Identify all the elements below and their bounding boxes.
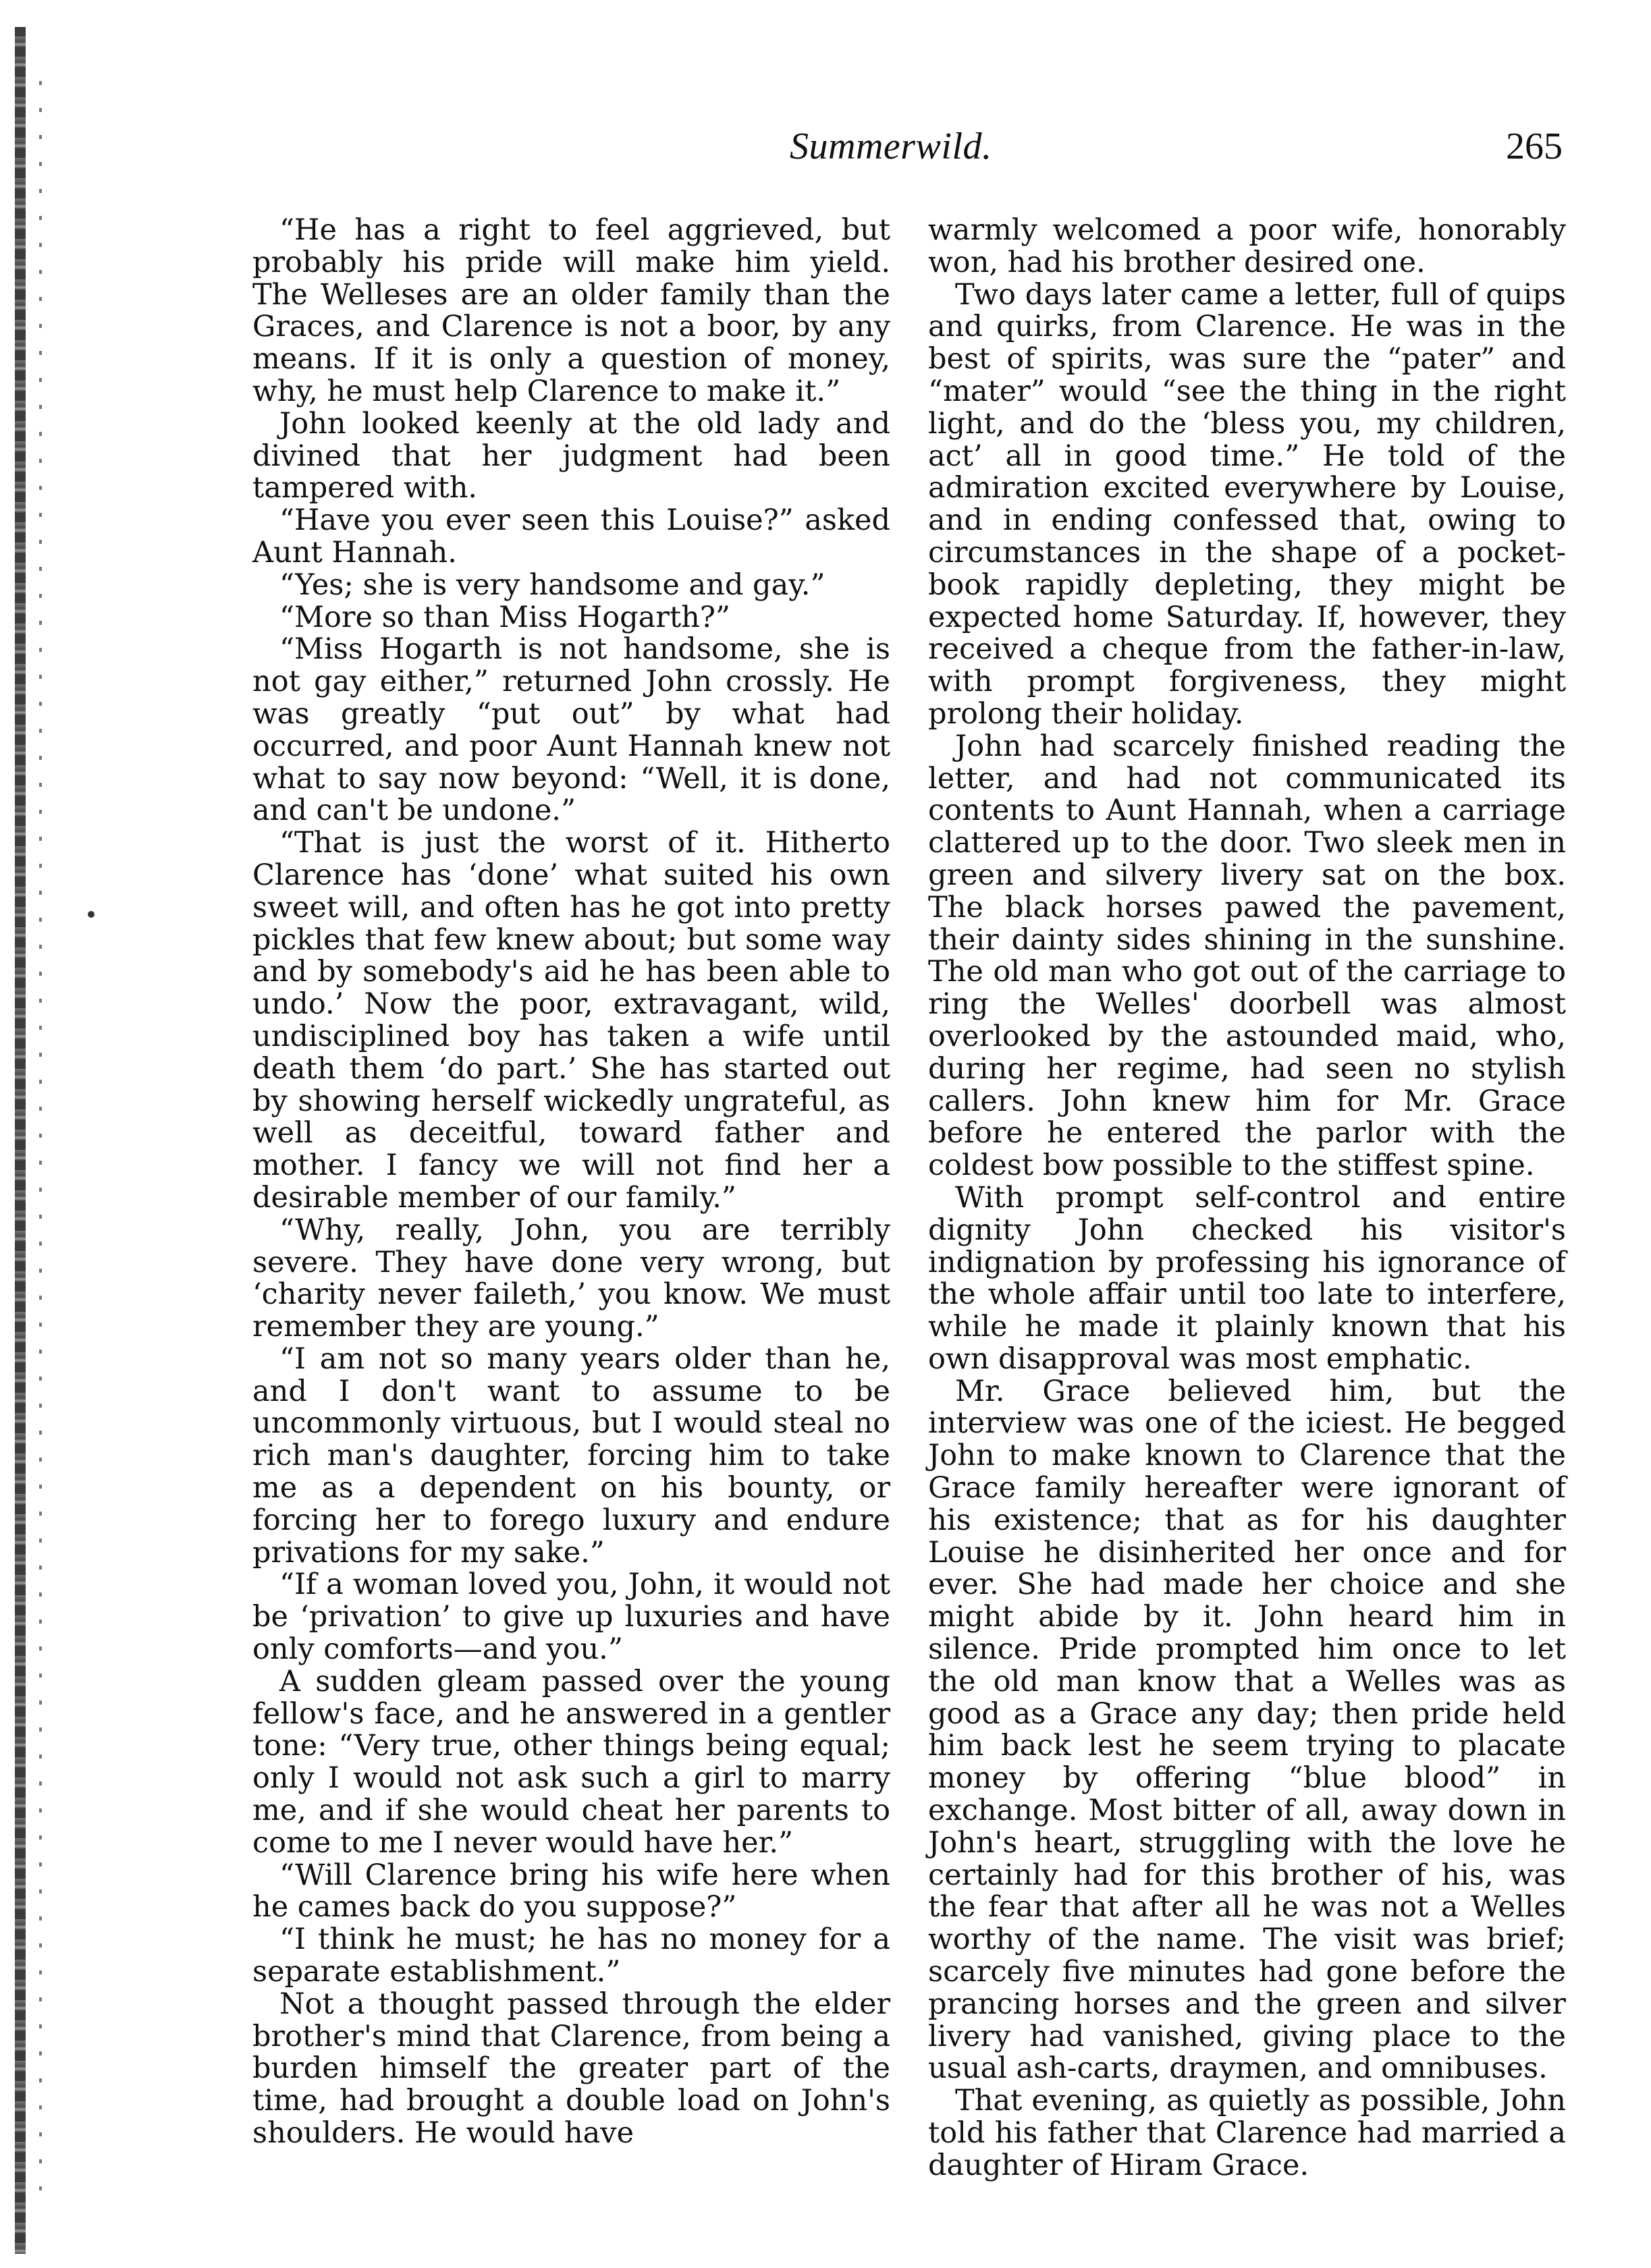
page-binding-shadow [39, 81, 42, 2207]
paragraph: That evening, as quietly as possible, John told his father that Clarence had married a daughter of Hiram Grace. [928, 2084, 1566, 2182]
paragraph: “He has a right to feel aggrieved, but probably his pride will make him yield. The Welleses are an older family than the Graces, and Clarence is not a boor, by any means. If it is only a question of money, why, he must help Clarence to make it.” [252, 213, 890, 408]
paragraph-continued: warmly welcomed a poor wife, honorably won, had his brother desired one. [928, 213, 1566, 279]
paragraph: John had scarcely finished reading the letter, and had not communicated its contents to Aunt Hannah, when a carriage clattered up to the door. Two sleek men in green and silvery livery sat on the box. The black horses pawed the pavement, their dainty sides shining in the sunshine. The old man who got out of the carriage to ring the Welles' doorbell was almost overlooked by the astounded maid, who, during her regime, had seen no stylish callers. John knew him for Mr. Grace before he entered the parlor with the coldest bow possible to the stiffest spine. [928, 729, 1566, 1183]
paragraph: Not a thought passed through the elder brother's mind that Clarence, from being a burden himself the greater part of the time, had brought a double load on John's shoulders. He would have [252, 1987, 890, 2151]
paragraph: “Why, really, John, you are terribly severe. They have done very wrong, but ‘charity never faileth,’ you know. We must remember they are young.” [252, 1213, 890, 1344]
page-binding-edge [15, 27, 26, 2254]
left-text-column [252, 215, 890, 2150]
paragraph: “Miss Hogarth is not handsome, she is not gay either,” returned John crossly. He was greatly “put out” by what had occurred, and poor Aunt Hannah knew not what to say now beyond: “Well, it is done, and can't be undone.” [252, 632, 890, 828]
paragraph: “I think he must; he has no money for a separate establishment.” [252, 1923, 890, 1989]
paragraph: A sudden gleam passed over the young fellow's face, and he answered in a gentler tone: “Very true, other things being equal; only I would not ask such a girl to marry me, and if she would cheat her parents to come to me I never would have her.” [252, 1664, 890, 1860]
paragraph: Mr. Grace believed him, but the interview was one of the iciest. He begged John to make known to Clarence that the Grace family hereafter were ignorant of his existence; that as for his daughter Louise he disinherited her once and for ever. She had made her choice and she might abide by it. John heard him in silence. Pride prompted him once to let the old man know that a Welles was as good as a Grace any day; then pride held him back lest he seem trying to placate money by offering “blue blood” in exchange. Most bitter of all, away down in John's heart, struggling with the love he certainly had for this brother of his, was the fear that after all he was not a Welles worthy of the name. The visit was brief; scarcely five minutes had gone before the prancing horses and the green and silver livery had vanished, giving place to the usual ash-carts, draymen, and omnibuses. [928, 1374, 1566, 2086]
running-title: Summerwild. [790, 126, 992, 167]
paragraph: “Yes; she is very handsome and gay.” [279, 568, 826, 602]
paragraph: John looked keenly at the old lady and divined that her judgment had been tampered with. [252, 406, 890, 505]
paragraph: “If a woman loved you, John, it would not be ‘privation’ to give up luxuries and have only comforts—and you.” [252, 1568, 890, 1667]
right-text-column [928, 215, 1566, 2182]
paragraph: With prompt self-control and entire dignity John checked his visitor's indignation by professing his ignorance of the whole affair until too late to interfere, while he made it plainly known that his own disapproval was most emphatic. [928, 1180, 1566, 1376]
paragraph: Two days later came a letter, full of quips and quirks, from Clarence. He was in the best of spirits, was sure the “pater” and “mater” would “see the thing in the right light, and do the ‘bless you, my children, act’ all in good time.” He told of the admiration excited everywhere by Louise, and in ending confessed that, owing to circumstances in the shape of a pocket-book rapidly depleting, they might be expected home Saturday. If, however, they received a cheque from the father-in-law, with prompt forgiveness, they might prolong their holiday. [928, 277, 1566, 731]
paragraph: “That is just the worst of it. Hitherto Clarence has ‘done’ what suited his own sweet will, and often has he got into pretty pickles that few knew about; but some way and by somebody's aid he has been able to undo.’ Now the poor, extravagant, wild, undisciplined boy has taken a wife until death them ‘do part.’ She has started out by showing herself wickedly ungrateful, as well as deceitful, toward father and mother. I fancy we will not find her a desirable member of our family.” [252, 826, 890, 1215]
page-header [790, 125, 1563, 186]
paragraph: “I am not so many years older than he, and I don't want to assume to be uncommonly virtuous, but I would steal no rich man's daughter, forcing him to take me as a dependent on his bounty, or forcing her to forego luxury and endure privations for my sake.” [252, 1342, 890, 1570]
page-number: 265 [1506, 126, 1563, 167]
paragraph: “More so than Miss Hogarth?” [279, 600, 730, 634]
paragraph: “Will Clarence bring his wife here when he cames back do you suppose?” [252, 1858, 890, 1925]
paragraph: “Have you ever seen this Louise?” asked Aunt Hannah. [252, 503, 890, 570]
ink-speck [88, 911, 94, 918]
